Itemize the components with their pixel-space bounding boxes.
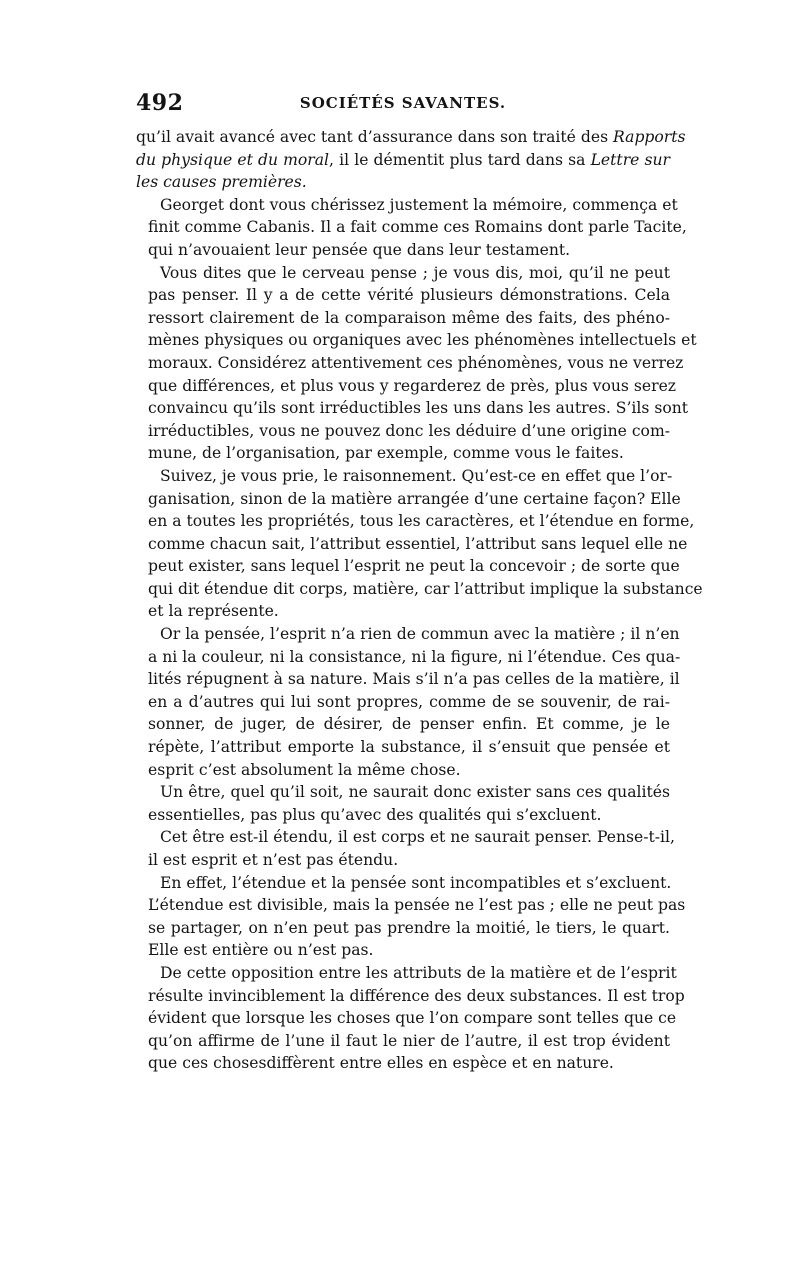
- page-number: 492: [136, 90, 184, 116]
- text-line: qu’on affirme de l’une il faut le nier de l’autre, il est trop évident: [148, 1031, 670, 1050]
- text-line: résulte invinciblement la différence des deux substances. Il est trop: [148, 986, 685, 1005]
- text-line: qu’il avait avancé avec tant d’assurance dans son traité des Rapports: [136, 128, 686, 146]
- italic-title: Rapports: [613, 128, 686, 146]
- text-line: ressort clairement de la comparaison même des faits, des phéno-: [148, 308, 670, 327]
- paragraph: [136, 962, 685, 1075]
- text-line: finit comme Cabanis. Il a fait comme ces Romains dont parle Tacite,: [148, 218, 687, 237]
- text-line: De cette opposition entre les attributs de la matière et de l’esprit: [160, 963, 677, 982]
- italic-title: du physique et du moral: [136, 150, 330, 169]
- body-text: [136, 126, 703, 1075]
- paragraph: [136, 194, 687, 262]
- page-header: [136, 90, 670, 120]
- text-line: moraux. Considérez attentivement ces phénomènes, vous ne verrez: [148, 353, 684, 372]
- paragraph: [136, 872, 686, 962]
- text-line: qui dit étendue dit corps, matière, car l’attribut implique la substance: [148, 579, 703, 598]
- paragraph: [136, 826, 675, 871]
- text-line: mènes physiques ou organiques avec les phénomènes intellectuels et: [148, 331, 697, 350]
- text-line: se partager, on n’en peut pas prendre la moitié, le tiers, le quart.: [148, 918, 670, 937]
- text-line: lités répugnent à sa nature. Mais s’il n’a pas celles de la matière, il: [148, 670, 680, 689]
- italic-title: Lettre sur: [590, 150, 670, 169]
- paragraph: [136, 623, 681, 781]
- paragraph: [136, 465, 703, 623]
- text-line: du physique et du moral, il le démentit plus tard dans sa Lettre sur: [136, 150, 670, 169]
- running-head: SOCIÉTÉS SAVANTES.: [299, 94, 507, 112]
- text-line: Cet être est-il étendu, il est corps et ne saurait penser. Pense-t-il,: [160, 828, 675, 847]
- text-line: que différences, et plus vous y regarderez de près, plus vous serez: [148, 376, 677, 395]
- paragraph: [136, 262, 697, 465]
- text-line: ganisation, sinon de la matière arrangée d’une certaine façon? Elle: [148, 489, 681, 508]
- text-line: évident que lorsque les choses que l’on compare sont telles que ce: [148, 1009, 677, 1028]
- text-line: mune, de l’organisation, par exemple, comme vous le faites.: [148, 444, 624, 463]
- text-line: essentielles, pas plus qu’avec des qualités qui s’excluent.: [148, 805, 602, 824]
- text-line: a ni la couleur, ni la consistance, ni la figure, ni l’étendue. Ces qua-: [148, 647, 681, 666]
- text-line: convaincu qu’ils sont irréductibles les uns dans les autres. S’ils sont: [148, 399, 689, 418]
- text-line: En effet, l’étendue et la pensée sont incompatibles et s’excluent.: [160, 873, 672, 892]
- text-line: Un être, quel qu’il soit, ne saurait donc exister sans ces qualités: [160, 783, 670, 802]
- text-line: peut exister, sans lequel l’esprit ne peut la concevoir ; de sorte que: [148, 557, 680, 576]
- text-line: Georget dont vous chérissez justement la mémoire, commença et: [160, 195, 678, 214]
- text-line: Suivez, je vous prie, le raisonnement. Qu’est-ce en effet que l’or-: [160, 466, 673, 485]
- paragraph: [136, 781, 670, 826]
- paragraph: [136, 126, 686, 194]
- text-line: qui n’avouaient leur pensée que dans leur testament.: [148, 240, 571, 259]
- text-line: en a toutes les propriétés, tous les caractères, et l’étendue en forme,: [148, 512, 695, 531]
- text-line: pas penser. Il y a de cette vérité plusieurs démonstrations. Cela: [148, 286, 670, 305]
- italic-title: les causes premières.: [136, 173, 307, 192]
- text-line: [136, 171, 670, 194]
- text-line: et la représente.: [148, 602, 279, 621]
- text-line: irréductibles, vous ne pouvez donc les déduire d’une origine com-: [148, 421, 670, 440]
- text-line: Vous dites que le cerveau pense ; je vous dis, moi, qu’il ne peut: [160, 263, 670, 282]
- text-line: sonner, de juger, de désirer, de penser enfin. Et comme, je le: [148, 715, 670, 734]
- text-line: que ces chosesdiffèrent entre elles en espèce et en nature.: [148, 1054, 614, 1073]
- text-line: il est esprit et n’est pas étendu.: [148, 851, 399, 869]
- text-line: Or la pensée, l’esprit n’a rien de commun avec la matière ; il n’en: [160, 625, 680, 644]
- text-line: comme chacun sait, l’attribut essentiel, l’attribut sans lequel elle ne: [148, 534, 688, 553]
- text-line: répète, l’attribut emporte la substance, il s’ensuit que pensée et: [148, 738, 670, 757]
- text-line: Elle est entière ou n’est pas.: [148, 941, 374, 960]
- text-line: L’étendue est divisible, mais la pensée ne l’est pas ; elle ne peut pas: [148, 896, 686, 915]
- text-line: en a d’autres qui lui sont propres, comme de se souvenir, de rai-: [148, 692, 670, 711]
- text-line: esprit c’est absolument la même chose.: [148, 760, 461, 779]
